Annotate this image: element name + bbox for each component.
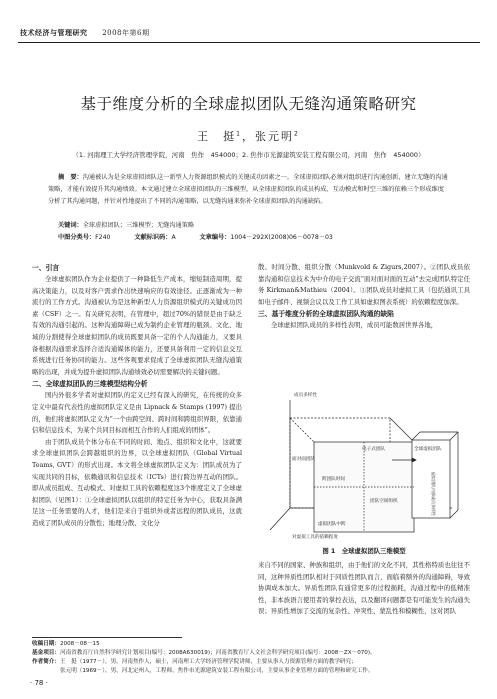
fund-value: 河南省教育厅自然科学研究计划项目(编号：2008A630019)；河南省教育厅人文社会科学研究项目(编号：2008－ZX－070)。 xyxy=(59,650,376,656)
figure-caption: 图 1 全球虚拟团队三维模型 xyxy=(322,547,406,555)
left-paragraph-2: 国内外很多学者对虚拟团队的定义已经有深入的研究，在传统的众多定义中最有代表性的虚拟团队定义是由 Lipnack & Stamps (1997) 提出的，他们将虚拟团队定义为“一个由跨空间、跨时间和跨组织界限，依靠通信和信息技术，为某个共同目标而相互合作的人们组成的团体”。 xyxy=(32,391,242,435)
footnote-author-1 xyxy=(32,658,472,667)
running-header xyxy=(20,28,149,38)
figure-3d-model xyxy=(262,380,468,542)
article-label: 文章编号： xyxy=(199,234,231,241)
affiliation: （1. 河南理工大学经济管理学院，河南 焦作 454000；2. 焦作市光源建筑安装工程有限公司，河南 焦作 454000） xyxy=(72,151,425,159)
left-paragraph-1: 全球虚拟团队作为企业提供了一种降低生产成本，缩短制造周期，提高决策能力，以及对客户需求作出快速响应的有效途径。正逐渐成为一种流行的工作方式。沟通被认为是这种新型人力资源组织模式的关键成功因素（CSF）之一。有关研究表明，在管理中，超过70%的错误是由于缺乏有效的沟通引起的。这种沟通障碍已成为制约企业管理的瓶颈。文化、地域的分割使得全球虚拟团队的成员既要具备一定的个人沟通能力，又要具备根据沟通需求选择合适沟通媒体的能力，还要具备利用一定的信息交互系统进行任务协同的能力。这些客观要求促成了全球虚拟团队无缝沟通策略的出现，并成为提升虚拟团队沟通绩效必切需要解决的关键问题。 xyxy=(32,275,242,376)
section-1-title: 一、引言 xyxy=(32,264,60,272)
classification-line xyxy=(58,232,458,241)
doc-value: A xyxy=(171,234,176,241)
label-electronic-team: 电子式团队 xyxy=(362,447,385,452)
received-value: 2008－08－15 xyxy=(59,641,100,647)
label-cross-time: 跨团队时间 xyxy=(322,477,345,482)
author-bio-1: 王 挺（1977－），男，河南焦作人，硕士，河南理工大学经济管理学院讲师，主要从事人力资源管理方面的教学研究； xyxy=(59,659,357,665)
keywords-label: 关键词： xyxy=(58,222,83,229)
author-1: 王 挺 xyxy=(197,130,237,143)
fund-label: 基金项目： xyxy=(32,650,60,656)
footnote-rule xyxy=(32,637,182,638)
right-column-top xyxy=(258,262,470,332)
label-face-to-face: 面对面团队 xyxy=(292,457,315,462)
abstract-label: 摘 要： xyxy=(58,174,83,181)
footnote-received xyxy=(32,640,472,649)
right-paragraph-3: 来自不同的国家、种族和组织，由于他们的文化不同，其性格特质也往往不同，这种异质性团队相对于同质性团队而言，面临着额外的沟通障碍，导致协调成本加大。异质性团队有通常更多的过程损耗，沟通过程中的低精准性，非本族语言使用者的掌控表达，以及翻译问题都是有可能发生的沟通失误；异质性增加了交流的复杂性、冲突性、蒙乱性和模糊性，这对团队 xyxy=(258,561,470,616)
author-2-sup: 2 xyxy=(294,130,300,138)
clc-value: F240 xyxy=(95,234,111,241)
journal-name: 技术经济与管理研究 xyxy=(20,28,88,37)
keywords xyxy=(58,220,194,229)
left-paragraph-3: 由于团队成员个体分布在不同的时间、地点、组织和文化中，这就要求全球虚拟团队会跨越组织的边界，以全球虚拟团队（Global Virtual Teams, GVT）的形式出现。本文将全球虚拟团队定义为：团队成员为了实现共同的目标，依赖通讯和信息技术（ICTs）进行跨边界互动的团队。即从成员组成、互动模式、对虚拟工具的依赖程度这3个维度定义了全球虚拟团队（见图1）：①全球虚拟团队以组织的特定任务为中心，获取具备满足这一任务需要的人才，他们是来自于组织外或者远程的团队成员，这就造成了团队成员的分散性；地理分散、文化分 xyxy=(32,437,242,527)
axis-x-label: 对虚拟工具的依赖程度 xyxy=(292,535,338,540)
right-paragraph-2: 全球虚拟团队成员的多样性表明，成员可能数居世界各地， xyxy=(271,321,438,330)
author-bio-label: 作者简介： xyxy=(32,659,60,665)
header-rule xyxy=(18,42,480,43)
section-3-title: 三、基于维度分析的全球虚拟团队沟通的缺陷 xyxy=(258,310,394,319)
author-sep: ， xyxy=(242,130,255,143)
label-layer: 虚拟团队中跨 xyxy=(318,522,346,527)
right-column-bottom xyxy=(258,560,470,618)
author-1-sup: 1 xyxy=(236,130,242,138)
paper-title: 基于维度分析的全球虚拟团队无缝沟通策略研究 xyxy=(80,95,417,113)
footnote-author-2: 张元明（1969－），男，河北定州人，工程师，焦作市光源建筑安装工程有限公司，主要从事企业管理方面的管理和研究工作。 xyxy=(60,668,374,674)
section-2-title: 二、全球虚拟团队的三维模型结构分析 xyxy=(32,380,148,389)
page-number: · 78 · xyxy=(30,679,48,687)
author-2: 张元明 xyxy=(255,130,294,143)
keywords-text: 全球虚拟团队；三维模型；无缝沟通策略 xyxy=(82,222,195,229)
doc-label: 文献标识码： xyxy=(134,234,172,241)
received-label: 收稿日期： xyxy=(32,641,60,647)
label-vertical-diversity: 虚拟团队内部成员多样性 xyxy=(431,472,436,516)
abstract xyxy=(48,172,450,208)
issue-label: 2008年第6期 xyxy=(102,29,150,37)
abstract-text: 沟通被认为是全球虚拟团队这一新型人力资源组织模式的关键成功因素之一。全球虚拟团队必须对组织进行沟通创新，建立无缝的沟通策略，才能有效提升其沟通绩效。本文通过建立全球虚拟团队的三维模型，从全球虚拟团队的成员构成、互动模式和时空三维的依赖三个形成维度分析了其沟通问题，并针对性地提出了不同的沟通策略，以无缝沟通来弥补全球虚拟团队的沟通缺陷。 xyxy=(48,174,448,205)
footnote-fund xyxy=(32,649,472,658)
axis-y-label: 成员多样性 xyxy=(294,393,317,398)
article-value: 1004－292X(2008)06－0078－03 xyxy=(230,234,333,241)
left-column xyxy=(32,262,242,529)
author-line xyxy=(0,128,497,144)
label-global-virtual-team: 全球虚拟团队 xyxy=(414,447,442,452)
label-space-org: 团队空间组织 xyxy=(370,499,398,504)
clc-label: 中图分类号： xyxy=(58,234,96,241)
right-paragraph-1: 散、时间分散、组织分散（Munkvold & Zigurs,2007）。②团队成员依靠沟通和信息技术为中介的电子交流“面对面对面的互动”去完成团队特定任务 Kirkman&Mathieu（2004）。③团队成员对虚拟工具（包括通讯工具如电子邮件、视频会议以及工作工具如虚拟图表系统）的依赖程度加深。 xyxy=(258,263,470,306)
